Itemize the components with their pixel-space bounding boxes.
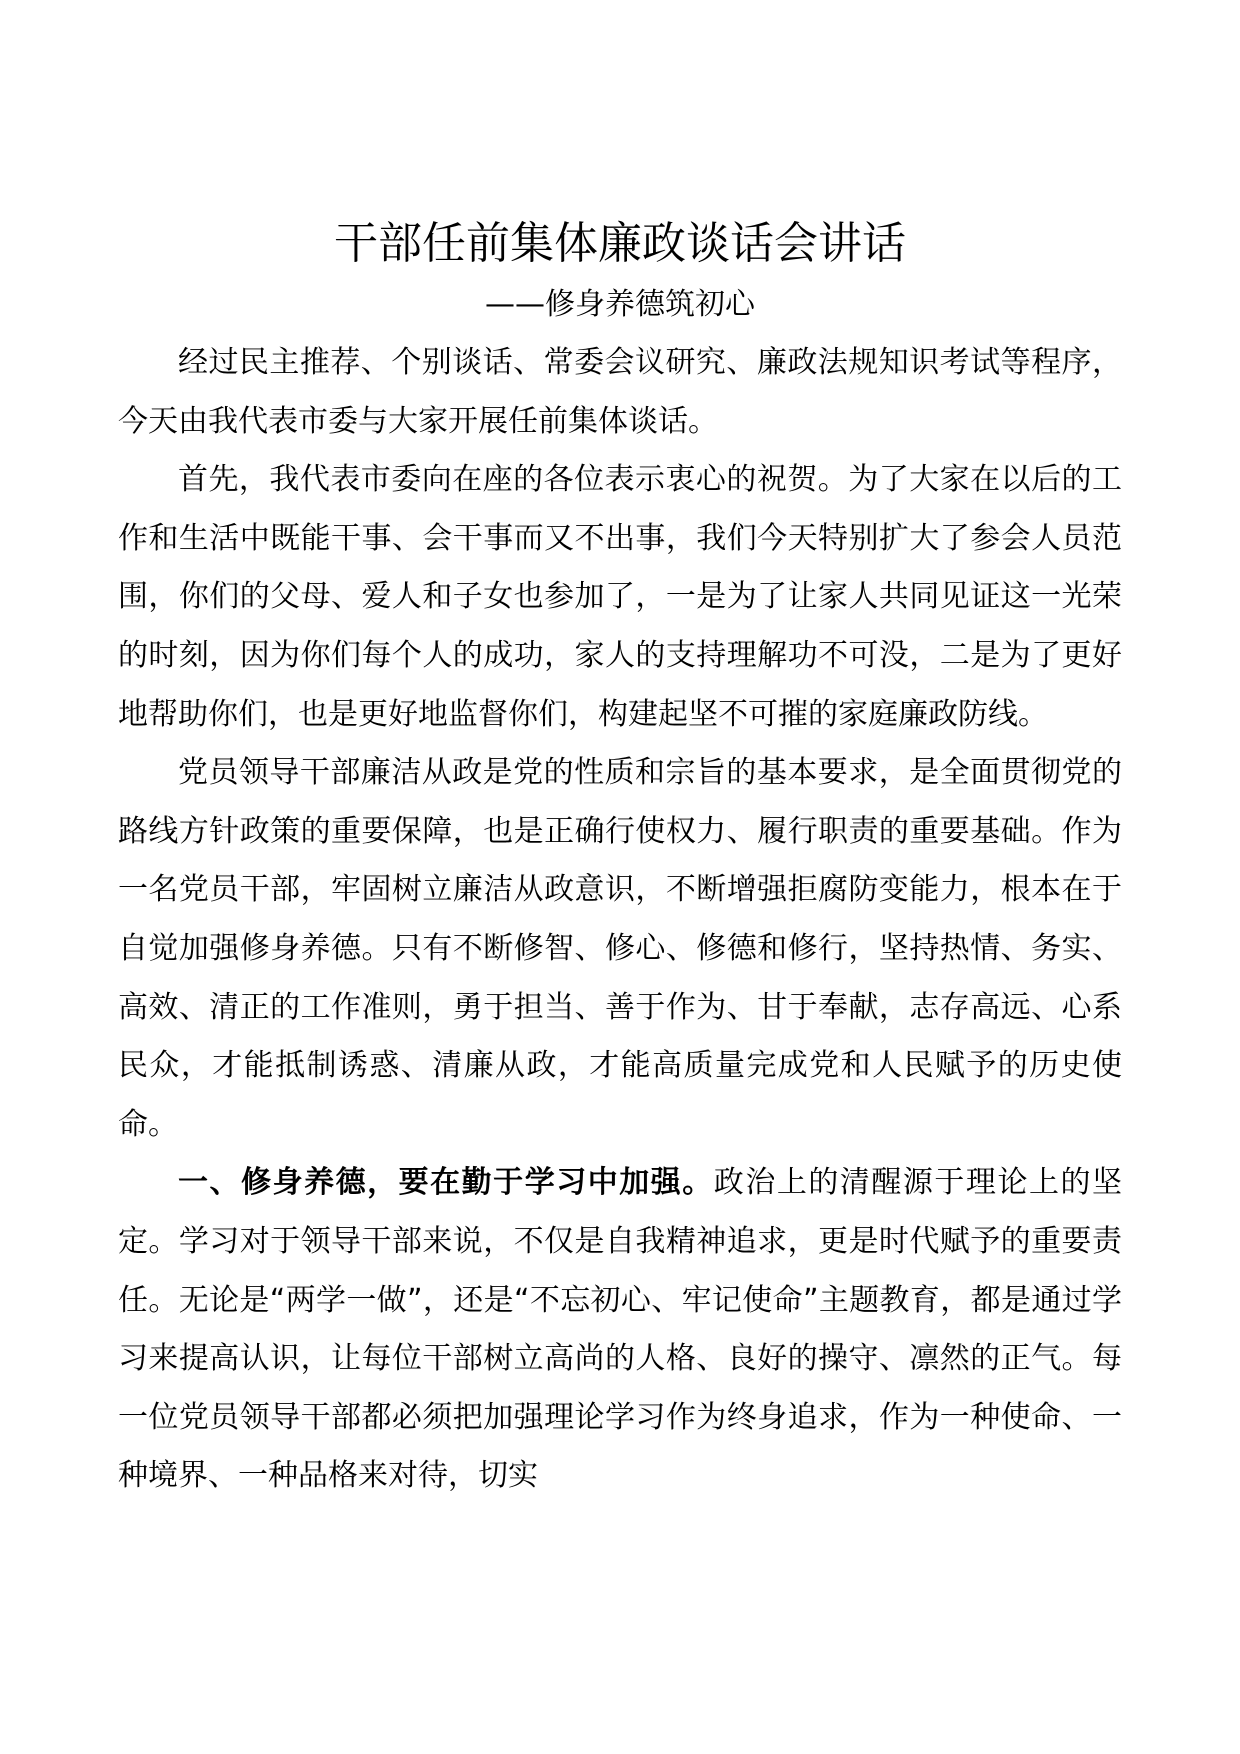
document-subtitle: ——修身养德筑初心 — [485, 287, 755, 322]
paragraph-text: 党员领导干部廉洁从政是党的性质和宗旨的基本要求，是全面贯彻党的路线方针政策的重要保障，也是正确行使权力、履行职责的重要基础。作为一名党员干部，牢固树立廉洁从政意识，不断增强拒腐防变能力，根本在于自觉加强修身养德。只有不断修智、修心、修德和修行，坚持热情、务实、高效、清正的工作准则，勇于担当、善于作为、甘于奉献，志存高远、心系民众，才能抵制诱惑、清廉从政，才能高质量完成党和人民赋予的历史使命。 — [118, 755, 1122, 1142]
paragraph-4 — [118, 1154, 1122, 1506]
paragraph-1 — [118, 334, 1122, 451]
paragraph-2 — [118, 451, 1122, 744]
paragraph-text: 政治上的清醒源于理论上的坚定。学习对于领导干部来说，不仅是自我精神追求，更是时代赋予的重要责任。无论是“两学一做”，还是“不忘初心、牢记使命”主题教育，都是通过学习来提高认识，让每位干部树立高尚的人格、良好的操守、凛然的正气。每一位党员领导干部都必须把加强理论学习作为终身追求，作为一种使命、一种境界、一种品格来对待，切实 — [118, 1165, 1123, 1494]
paragraph-text: 首先，我代表市委向在座的各位表示衷心的祝贺。为了大家在以后的工作和生活中既能干事、会干事而又不出事，我们今天特别扩大了参会人员范围，你们的父母、爱人和子女也参加了，一是为了让家人共同见证这一光荣的时刻，因为你们每个人的成功，家人的支持理解功不可没，二是为了更好地帮助你们，也是更好地监督你们，构建起坚不可摧的家庭廉政防线。 — [118, 462, 1122, 732]
section-heading: 一、修身养德，要在勤于学习中加强。 — [178, 1165, 714, 1201]
paragraph-3 — [118, 744, 1122, 1154]
document-title: 干部任前集体廉政谈话会讲话 — [334, 218, 906, 269]
document-page — [118, 210, 1122, 1506]
paragraph-text: 经过民主推荐、个别谈话、常委会议研究、廉政法规知识考试等程序，今天由我代表市委与大家开展任前集体谈话。 — [118, 345, 1122, 439]
